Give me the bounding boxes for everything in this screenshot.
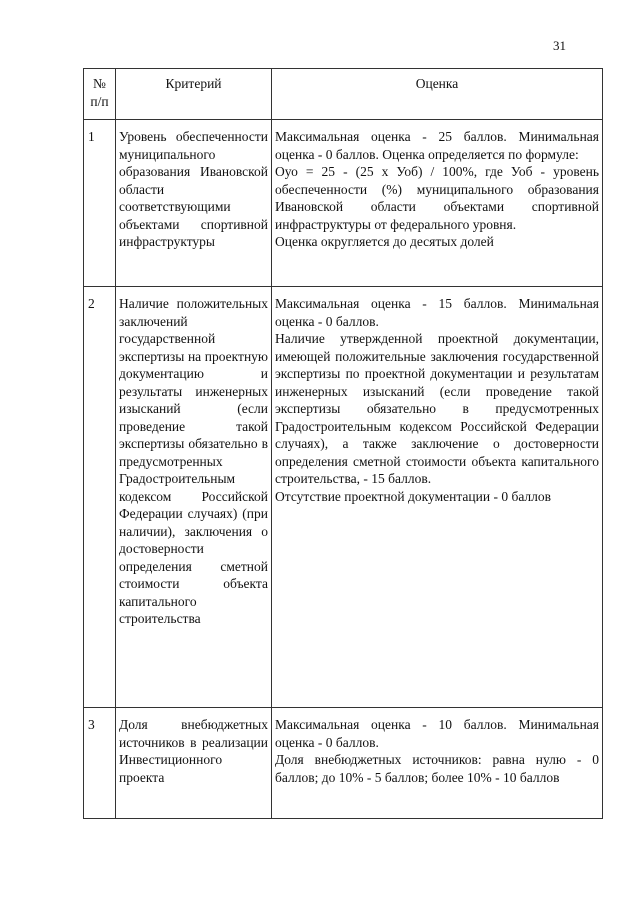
table-row xyxy=(84,287,603,708)
criterion-cell: Доля внебюджетных источников в реализации Инвестиционного проекта xyxy=(116,708,272,819)
score-paragraph: Максимальная оценка - 10 баллов. Минимальная оценка - 0 баллов. xyxy=(275,717,599,750)
score-cell xyxy=(272,120,603,287)
criterion-cell: Уровень обеспеченности муниципального образования Ивановской области соответствующими объектами спортивной инфраструктуры xyxy=(116,120,272,287)
criteria-table xyxy=(83,68,603,819)
row-number: 2 xyxy=(84,287,116,708)
header-criterion: Критерий xyxy=(116,69,272,120)
score-paragraph: Оуо = 25 - (25 х Уоб) / 100%, где Уоб - уровень обеспеченности (%) муниципального образования Ивановской области объектами спортивной инфраструктуры от федерального уровня. xyxy=(275,164,599,232)
score-paragraph: Доля внебюджетных источников: равна нулю - 0 баллов; до 10% - 5 баллов; более 10% - 10 баллов xyxy=(275,752,599,785)
header-number: № п/п xyxy=(84,69,116,120)
table-header-row xyxy=(84,69,603,120)
score-paragraph: Отсутствие проектной документации - 0 баллов xyxy=(275,488,552,504)
criterion-cell: Наличие положительных заключений государственной экспертизы на проектную документацию и результаты инженерных изысканий (если проведение такой экспертизы обязательно в предусмотренных Градостроительным кодексом Российской Федерации случаях) (при наличии), заключения о достоверности определения сметной стоимости объекта капитального строительства xyxy=(116,287,272,708)
page-number: 31 xyxy=(553,38,566,53)
table-row xyxy=(84,708,603,819)
row-number: 3 xyxy=(84,708,116,819)
row-number: 1 xyxy=(84,120,116,287)
table-row xyxy=(84,120,603,287)
score-paragraph: Максимальная оценка - 15 баллов. Минимальная оценка - 0 баллов. xyxy=(275,296,599,329)
score-cell xyxy=(272,708,603,819)
score-paragraph: Наличие утвержденной проектной документации, имеющей положительные заключения государственной экспертизы по проектной документации и результатам инженерных изысканий (если проведение такой экспертизы обязательно в предусмотренных Градостроительным кодексом Российской Федерации случаях), а также заключение о достоверности определения сметной стоимости объекта капитального строительства, - 15 баллов. xyxy=(275,331,599,486)
score-paragraph: Максимальная оценка - 25 баллов. Минимальная оценка - 0 баллов. Оценка определяется по формуле: xyxy=(275,129,599,162)
score-paragraph: Оценка округляется до десятых долей xyxy=(275,234,494,249)
header-score: Оценка xyxy=(272,69,603,120)
score-cell xyxy=(272,287,603,708)
